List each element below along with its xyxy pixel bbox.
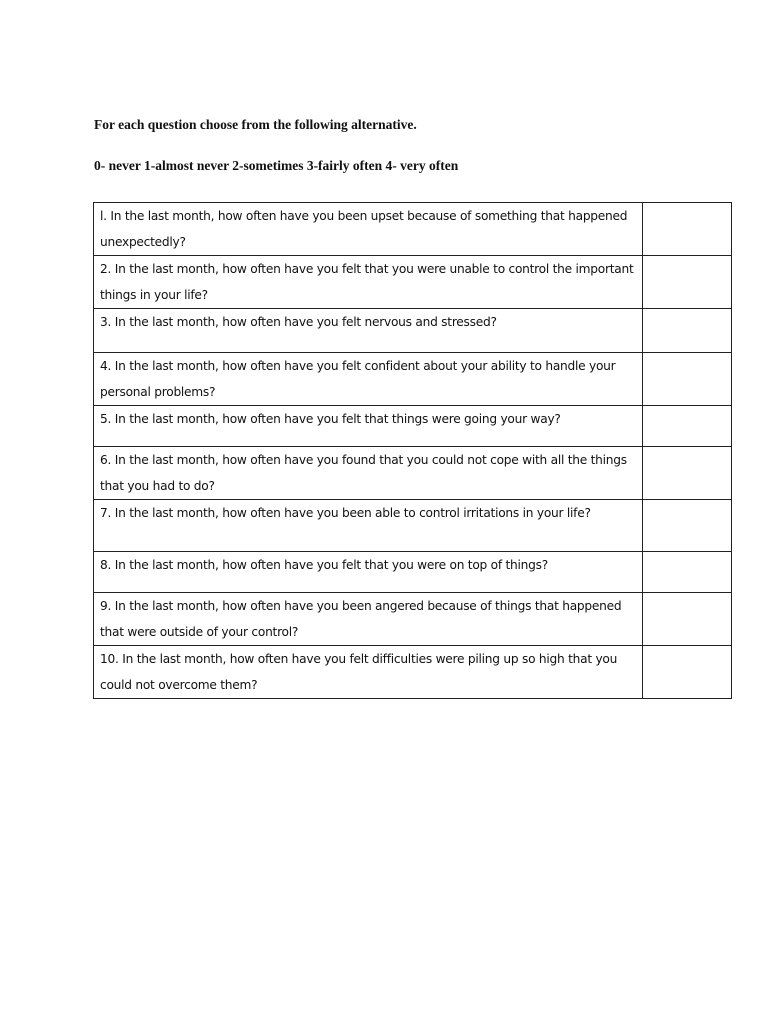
question-text: 3. In the last month, how often have you felt nervous and stressed? bbox=[100, 315, 497, 329]
question-row bbox=[94, 203, 732, 256]
question-cell bbox=[94, 256, 643, 309]
question-text: 10. In the last month, how often have you felt difficulties were piling up so high that you could not overcome them? bbox=[100, 652, 618, 692]
question-cell bbox=[94, 353, 643, 406]
question-text: 5. In the last month, how often have you felt that things were going your way? bbox=[100, 412, 561, 426]
question-text: 8. In the last month, how often have you felt that you were on top of things? bbox=[100, 558, 548, 572]
answer-cell[interactable] bbox=[643, 552, 732, 593]
question-row bbox=[94, 353, 732, 406]
questionnaire-table bbox=[93, 202, 732, 699]
answer-cell[interactable] bbox=[643, 500, 732, 552]
question-cell bbox=[94, 203, 643, 256]
answer-cell[interactable] bbox=[643, 593, 732, 646]
answer-cell[interactable] bbox=[643, 646, 732, 699]
question-cell bbox=[94, 593, 643, 646]
question-text: 7. In the last month, how often have you been able to control irritations in your life? bbox=[100, 506, 591, 520]
answer-cell[interactable] bbox=[643, 447, 732, 500]
question-cell bbox=[94, 500, 643, 552]
answer-cell[interactable] bbox=[643, 309, 732, 353]
answer-cell[interactable] bbox=[643, 406, 732, 447]
question-row bbox=[94, 447, 732, 500]
question-row bbox=[94, 256, 732, 309]
instructions-heading: For each question choose from the following alternative. bbox=[94, 117, 417, 132]
question-row bbox=[94, 500, 732, 552]
question-text: 2. In the last month, how often have you felt that you were unable to control the important things in your life? bbox=[100, 262, 634, 302]
question-row bbox=[94, 552, 732, 593]
answer-cell[interactable] bbox=[643, 353, 732, 406]
question-cell bbox=[94, 447, 643, 500]
question-cell bbox=[94, 406, 643, 447]
answer-cell[interactable] bbox=[643, 256, 732, 309]
question-row bbox=[94, 406, 732, 447]
question-row bbox=[94, 593, 732, 646]
question-text: 6. In the last month, how often have you found that you could not cope with all the things that you had to do? bbox=[100, 453, 627, 493]
question-cell bbox=[94, 552, 643, 593]
question-cell bbox=[94, 309, 643, 353]
question-row bbox=[94, 646, 732, 699]
question-text: 9. In the last month, how often have you been angered because of things that happened that were outside of your control? bbox=[100, 599, 622, 639]
answer-cell[interactable] bbox=[643, 203, 732, 256]
question-text: l. In the last month, how often have you been upset because of something that happened unexpectedly? bbox=[100, 209, 628, 249]
rating-scale-legend: 0- never 1-almost never 2-sometimes 3-fairly often 4- very often bbox=[94, 158, 459, 173]
question-text: 4. In the last month, how often have you felt confident about your ability to handle your personal problems? bbox=[100, 359, 616, 399]
question-row bbox=[94, 309, 732, 353]
question-cell bbox=[94, 646, 643, 699]
